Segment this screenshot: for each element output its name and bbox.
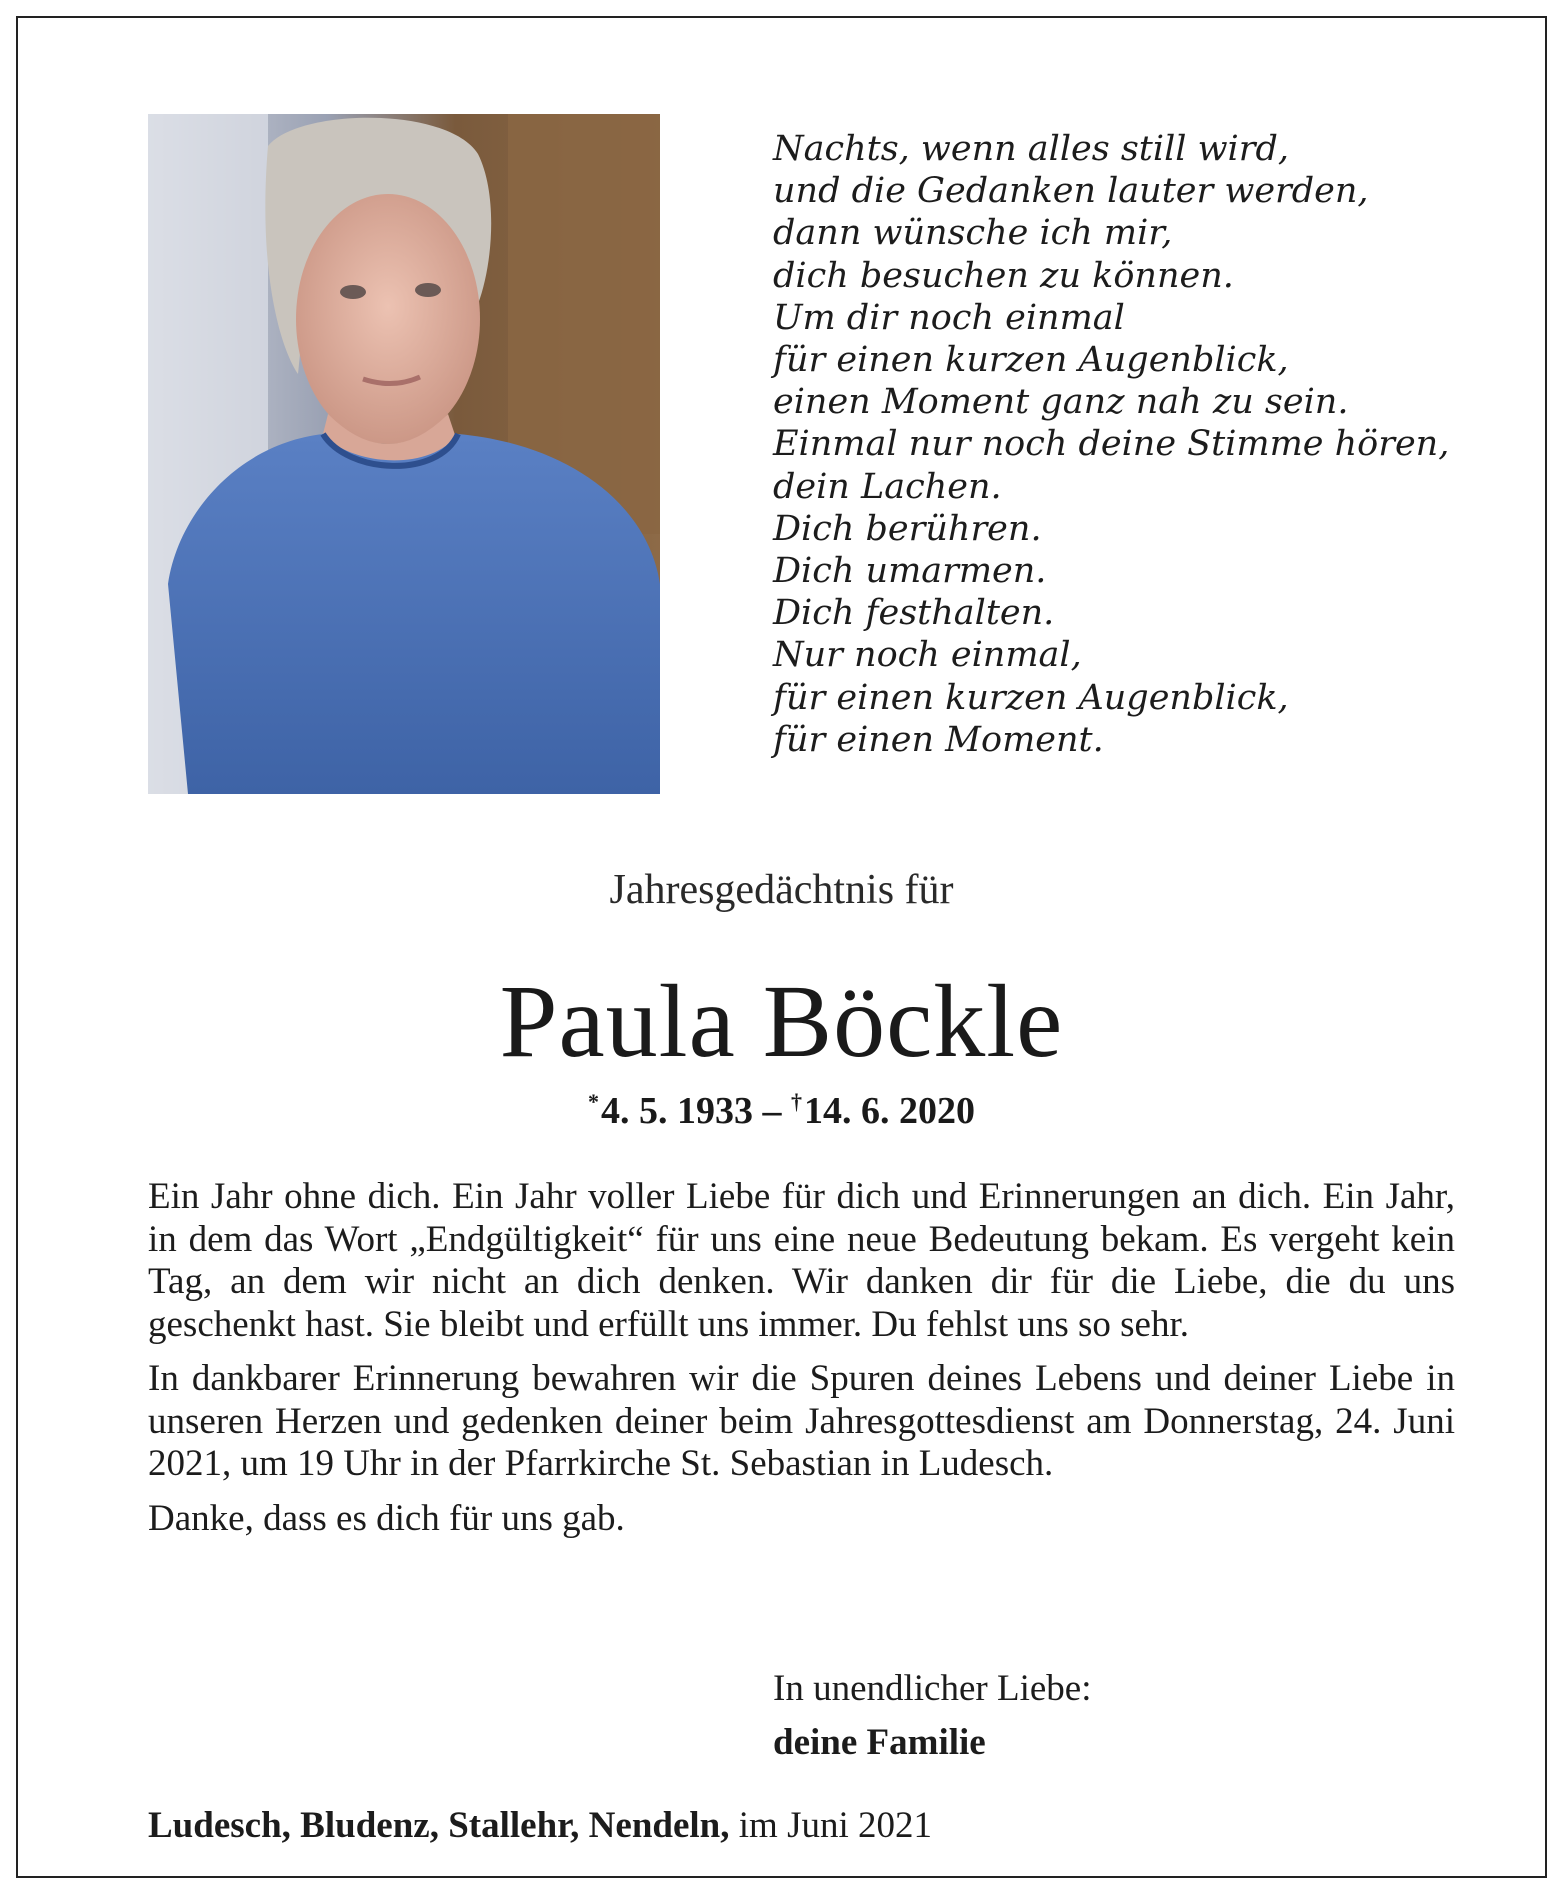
poem-line: Nachts, wenn alles still wird, [773, 129, 1289, 169]
birth-date: 4. 5. 1933 [601, 1090, 753, 1132]
memorial-subtitle: Jahresgedächtnis für [609, 867, 954, 913]
poem-line: dein Lachen. [773, 466, 1002, 507]
footer-date: im Juni 2021 [729, 1805, 933, 1846]
poem-line: und die Gedanken lauter werden, [773, 171, 1369, 212]
poem-line: Um dir noch einmal [773, 297, 1125, 338]
paragraph: Danke, dass es dich für uns gab. [148, 1497, 625, 1539]
deceased-name: Paula Böckle [499, 964, 1064, 1079]
footer-line [148, 1804, 932, 1847]
closing-line: In unendlicher Liebe: [773, 1668, 1092, 1709]
memorial-text [148, 1176, 1455, 1552]
poem-line: Dich umarmen. [773, 551, 1047, 592]
blue-sweater [168, 434, 660, 794]
date-separator: – [753, 1090, 791, 1132]
footer-places: Ludesch, Bludenz, Stallehr, Nendeln, [148, 1805, 730, 1846]
portrait-illustration [148, 114, 660, 794]
signed-by: deine Familie [773, 1722, 986, 1763]
poem-line: für einen Moment. [773, 719, 1104, 760]
poem-line: für einen kurzen Augenblick, [773, 340, 1289, 381]
poem-line: Nur noch einmal, [773, 635, 1082, 676]
birth-symbol: * [588, 1089, 599, 1114]
paragraph: Ein Jahr ohne dich. Ein Jahr voller Liebe für dich und Erinnerungen an dich. Ein Jahr, in dem das Wort „Endgültigkeit“ für uns eine neue Bedeutung bekam. Es vergeht kein Tag, an dem wir nicht an dich denken. Wir danken dir für die Liebe, die du uns geschenkt hast. Sie bleibt und erfüllt uns immer. Du fehlst uns so sehr. [148, 1176, 1455, 1345]
poem-line: Dich berühren. [773, 508, 1042, 549]
obituary-notice [16, 16, 1547, 1878]
portrait-photo [148, 114, 660, 794]
poem-line: für einen kurzen Augenblick, [773, 677, 1289, 718]
death-date: 14. 6. 2020 [804, 1090, 975, 1132]
poem-line: Dich festhalten. [773, 593, 1055, 634]
paragraph: In dankbarer Erinnerung bewahren wir die Spuren deines Lebens und deiner Liebe in unseren Herzen und gedenken deiner beim Jahresgottesdienst am Donnerstag, 24. Juni 2021, um 19 Uhr in der Pfarrkirche St. Sebastian in Ludesch. [148, 1358, 1455, 1484]
poem-line: dann wünsche ich mir, [773, 213, 1173, 254]
poem-line: einen Moment ganz nah zu sein. [773, 382, 1349, 423]
life-dates [18, 1089, 1545, 1133]
poem-line: Einmal nur noch deine Stimme hören, [773, 424, 1450, 465]
death-symbol: † [791, 1089, 802, 1114]
poem-line: dich besuchen zu können. [773, 255, 1234, 296]
face [296, 194, 480, 444]
closing-signature [773, 1662, 1091, 1770]
poem [773, 128, 1449, 761]
